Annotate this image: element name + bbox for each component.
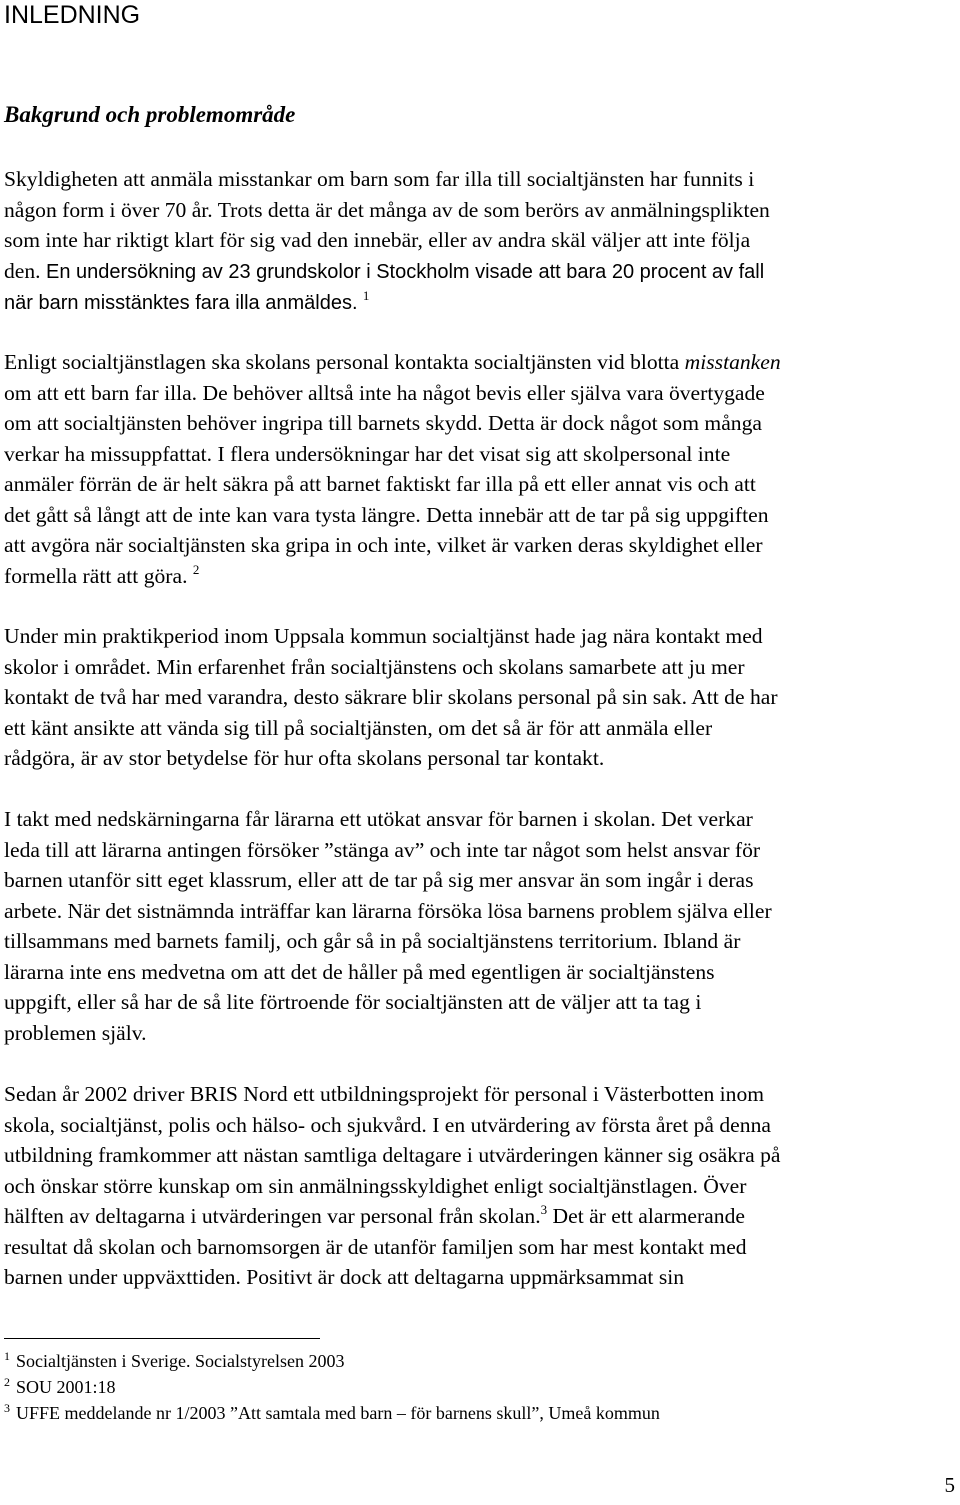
text-line: ett känt ansikte att vända sig till på socialtjänsten, om det så är för att anmäla eller: [4, 715, 713, 740]
footnote-item: [4, 1400, 660, 1426]
footnote-text: SOU 2001:18: [16, 1377, 116, 1397]
paragraph-2: [4, 347, 959, 591]
text-line: formella rätt att göra. $^2$: [4, 561, 200, 588]
text-line: resultat då skolan och barnomsorgen är de utanför familjen som har mest kontakt med: [4, 1234, 747, 1259]
text-line: arbete. När det sistnämnda inträffar kan lärarna försöka lösa barnens problem själva eller: [4, 898, 772, 923]
footnote-item: [4, 1348, 660, 1374]
text-line: skolor i området. Min erfarenhet från socialtjänstens och skolans samarbete att ju mer: [4, 654, 745, 679]
paragraph-5: [4, 1079, 959, 1293]
section-subheading: Bakgrund och problemområde: [4, 102, 296, 127]
text-line: anmäler förrän de är helt säkra på att barnet faktiskt far illa på ett eller annat vis och att: [4, 472, 756, 496]
footnote-text: Socialtjänsten i Sverige. Socialstyrelsen 2003: [16, 1351, 345, 1371]
paragraph-3: [4, 621, 959, 774]
footnote-item: [4, 1374, 660, 1400]
text-line: när barn misstänktes fara illa anmäldes. $^1$: [4, 288, 370, 314]
text-line: den. En undersökning av 23 grundskolor i Stockholm visade att bara 20 procent av fall: [4, 258, 765, 283]
footnote-text: UFFE meddelande nr 1/2003 ”Att samtala med barn – för barnens skull”, Umeå kommun: [16, 1403, 660, 1423]
text-line: som inte har riktigt klart för sig vad den innebär, eller av andra skäl väljer att inte följa: [4, 228, 751, 252]
text-line: utbildning framkommer att nästan samtliga deltagare i utvärderingen känner sig osäkra på: [4, 1143, 781, 1167]
text-line: hälften av deltagarna i utvärderingen var personal från skolan.$^3$ Det är ett alarmerande: [4, 1202, 745, 1228]
text-line: lärarna inte ens medvetna om att det de håller på med egentligen är socialtjänstens: [4, 959, 715, 984]
text-line: det gått så långt att de inte kan vara tysta längre. Detta innebär att de tar på sig uppgiften: [4, 502, 769, 527]
text-line: Skyldigheten att anmäla misstankar om barn som far illa till socialtjänsten har funnits i: [4, 167, 755, 191]
chapter-heading: INLEDNING: [4, 1, 141, 29]
footnote-number: 2: [4, 1375, 10, 1389]
text-line: kontakt de två har med varandra, desto säkrare blir skolans personal på sin sak. Att de har: [4, 685, 778, 709]
page-number: 5: [944, 1473, 955, 1497]
text-line: Enligt socialtjänstlagen ska skolans personal kontakta socialtjänsten vid blotta misstanken: [4, 350, 781, 374]
text-line: rådgöra, är av stor betydelse för hur ofta skolans personal tar kontakt.: [4, 746, 605, 770]
paragraph-4: [4, 804, 959, 1048]
footnote-ref: 3: [540, 1202, 548, 1217]
footnote-list: [4, 1348, 660, 1426]
text-line: leda till att lärarna antingen försöker ”stänga av” och inte tar något som helst ansvar för: [4, 837, 761, 862]
text-line: att avgöra när socialtjänsten ska gripa in och inte, vilket är varken deras skyldighet eller: [4, 533, 763, 557]
text-line: barnen utanför sitt eget klassrum, eller att de tar på sig mer ansvar än som ingår i deras: [4, 868, 754, 892]
text-line: någon form i över 70 år. Trots detta är det många av de som berörs av anmälningsplikten: [4, 197, 770, 222]
text-line: tillsammans med barnets familj, och går så in på socialtjänstens territorium. Ibland är: [4, 929, 741, 953]
text-line: Under min praktikperiod inom Uppsala kommun socialtjänst hade jag nära kontakt med: [4, 624, 763, 648]
footnote-ref: 1: [362, 288, 370, 303]
text-line: problemen själv.: [4, 1020, 147, 1045]
paragraph-1: [4, 164, 959, 319]
text-line: skola, socialtjänst, polis och hälso- och sjukvård. I en utvärdering av första året på denna: [4, 1112, 771, 1137]
text-line: om att socialtjänsten behöver ingripa till barnets skydd. Detta är dock något som många: [4, 411, 762, 435]
text-line: verkar ha missuppfattat. I flera undersökningar har det visat sig att skolpersonal inte: [4, 441, 731, 466]
footnote-number: 1: [4, 1349, 10, 1363]
text-line: och önskar större kunskap om sin anmälningsskyldighet enligt socialtjänstlagen. Över: [4, 1173, 747, 1198]
footnote-ref: 2: [192, 561, 200, 577]
footnote-divider: [4, 1338, 320, 1339]
text-line: I takt med nedskärningarna får lärarna ett utökat ansvar för barnen i skolan. Det verkar: [4, 807, 753, 831]
text-line: om att ett barn far illa. De behöver alltså inte ha något bevis eller själva vara övertygade: [4, 380, 765, 405]
text-line: uppgift, eller så har de så lite förtroende för socialtjänsten att de väljer att ta tag i: [4, 990, 702, 1014]
footnote-number: 3: [4, 1401, 10, 1415]
text-line: Sedan år 2002 driver BRIS Nord ett utbildningsprojekt för personal i Västerbotten inom: [4, 1082, 765, 1106]
text-line: barnen under uppväxttiden. Positivt är dock att deltagarna uppmärksammat sin: [4, 1265, 685, 1289]
